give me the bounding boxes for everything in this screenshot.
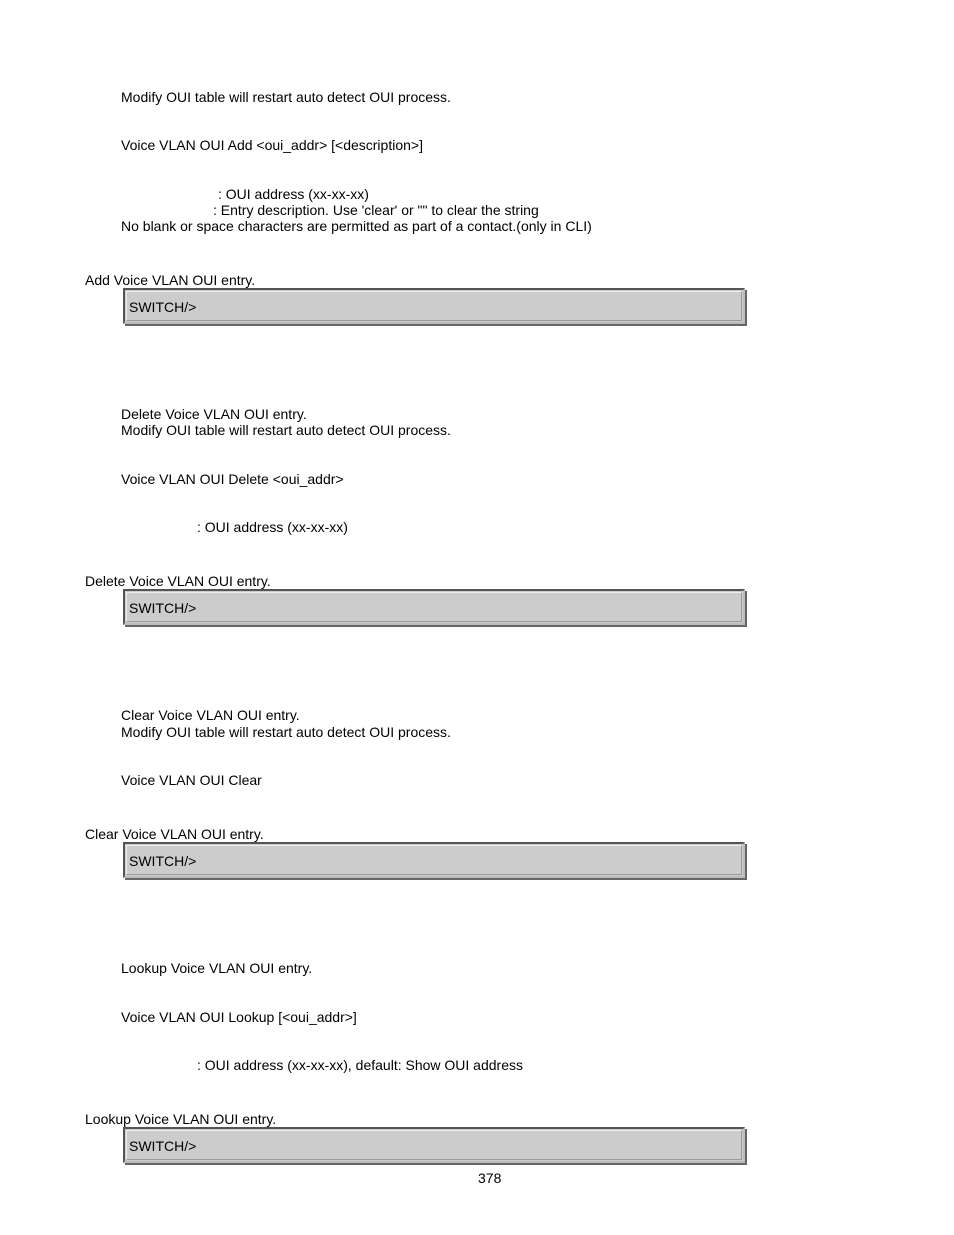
add-syntax: Voice VLAN OUI Add <oui_addr> [<description>] bbox=[121, 137, 423, 153]
clear-description-line-1: Clear Voice VLAN OUI entry. bbox=[121, 707, 300, 723]
delete-example-caption: Delete Voice VLAN OUI entry. bbox=[85, 573, 271, 589]
lookup-example-prompt: SWITCH/> bbox=[129, 1138, 197, 1154]
delete-syntax: Voice VLAN OUI Delete <oui_addr> bbox=[121, 471, 344, 487]
delete-description-line-2: Modify OUI table will restart auto detect OUI process. bbox=[121, 422, 451, 438]
lookup-param-oui-addr: : OUI address (xx-xx-xx), default: Show OUI address bbox=[197, 1057, 523, 1073]
add-example-box bbox=[123, 288, 745, 324]
delete-description-line-1: Delete Voice VLAN OUI entry. bbox=[121, 406, 307, 422]
lookup-example-box bbox=[123, 1127, 745, 1163]
add-example-prompt: SWITCH/> bbox=[129, 299, 197, 315]
add-example-caption: Add Voice VLAN OUI entry. bbox=[85, 272, 256, 288]
clear-example-prompt: SWITCH/> bbox=[129, 853, 197, 869]
lookup-syntax: Voice VLAN OUI Lookup [<oui_addr>] bbox=[121, 1009, 357, 1025]
add-param-oui-addr: : OUI address (xx-xx-xx) bbox=[218, 186, 369, 202]
clear-example-caption: Clear Voice VLAN OUI entry. bbox=[85, 826, 264, 842]
lookup-description: Lookup Voice VLAN OUI entry. bbox=[121, 960, 313, 976]
delete-example-box bbox=[123, 589, 745, 625]
page-number: 378 bbox=[478, 1170, 502, 1186]
clear-description-line-2: Modify OUI table will restart auto detect OUI process. bbox=[121, 724, 451, 740]
delete-param-oui-addr: : OUI address (xx-xx-xx) bbox=[197, 519, 348, 535]
lookup-example-caption: Lookup Voice VLAN OUI entry. bbox=[85, 1111, 277, 1127]
delete-example-prompt: SWITCH/> bbox=[129, 600, 197, 616]
add-param-note: No blank or space characters are permitted as part of a contact.(only in CLI) bbox=[121, 218, 592, 234]
clear-syntax: Voice VLAN OUI Clear bbox=[121, 772, 262, 788]
add-param-description: : Entry description. Use 'clear' or "" to clear the string bbox=[213, 202, 539, 218]
add-description: Modify OUI table will restart auto detect OUI process. bbox=[121, 89, 451, 105]
clear-example-box bbox=[123, 842, 745, 878]
